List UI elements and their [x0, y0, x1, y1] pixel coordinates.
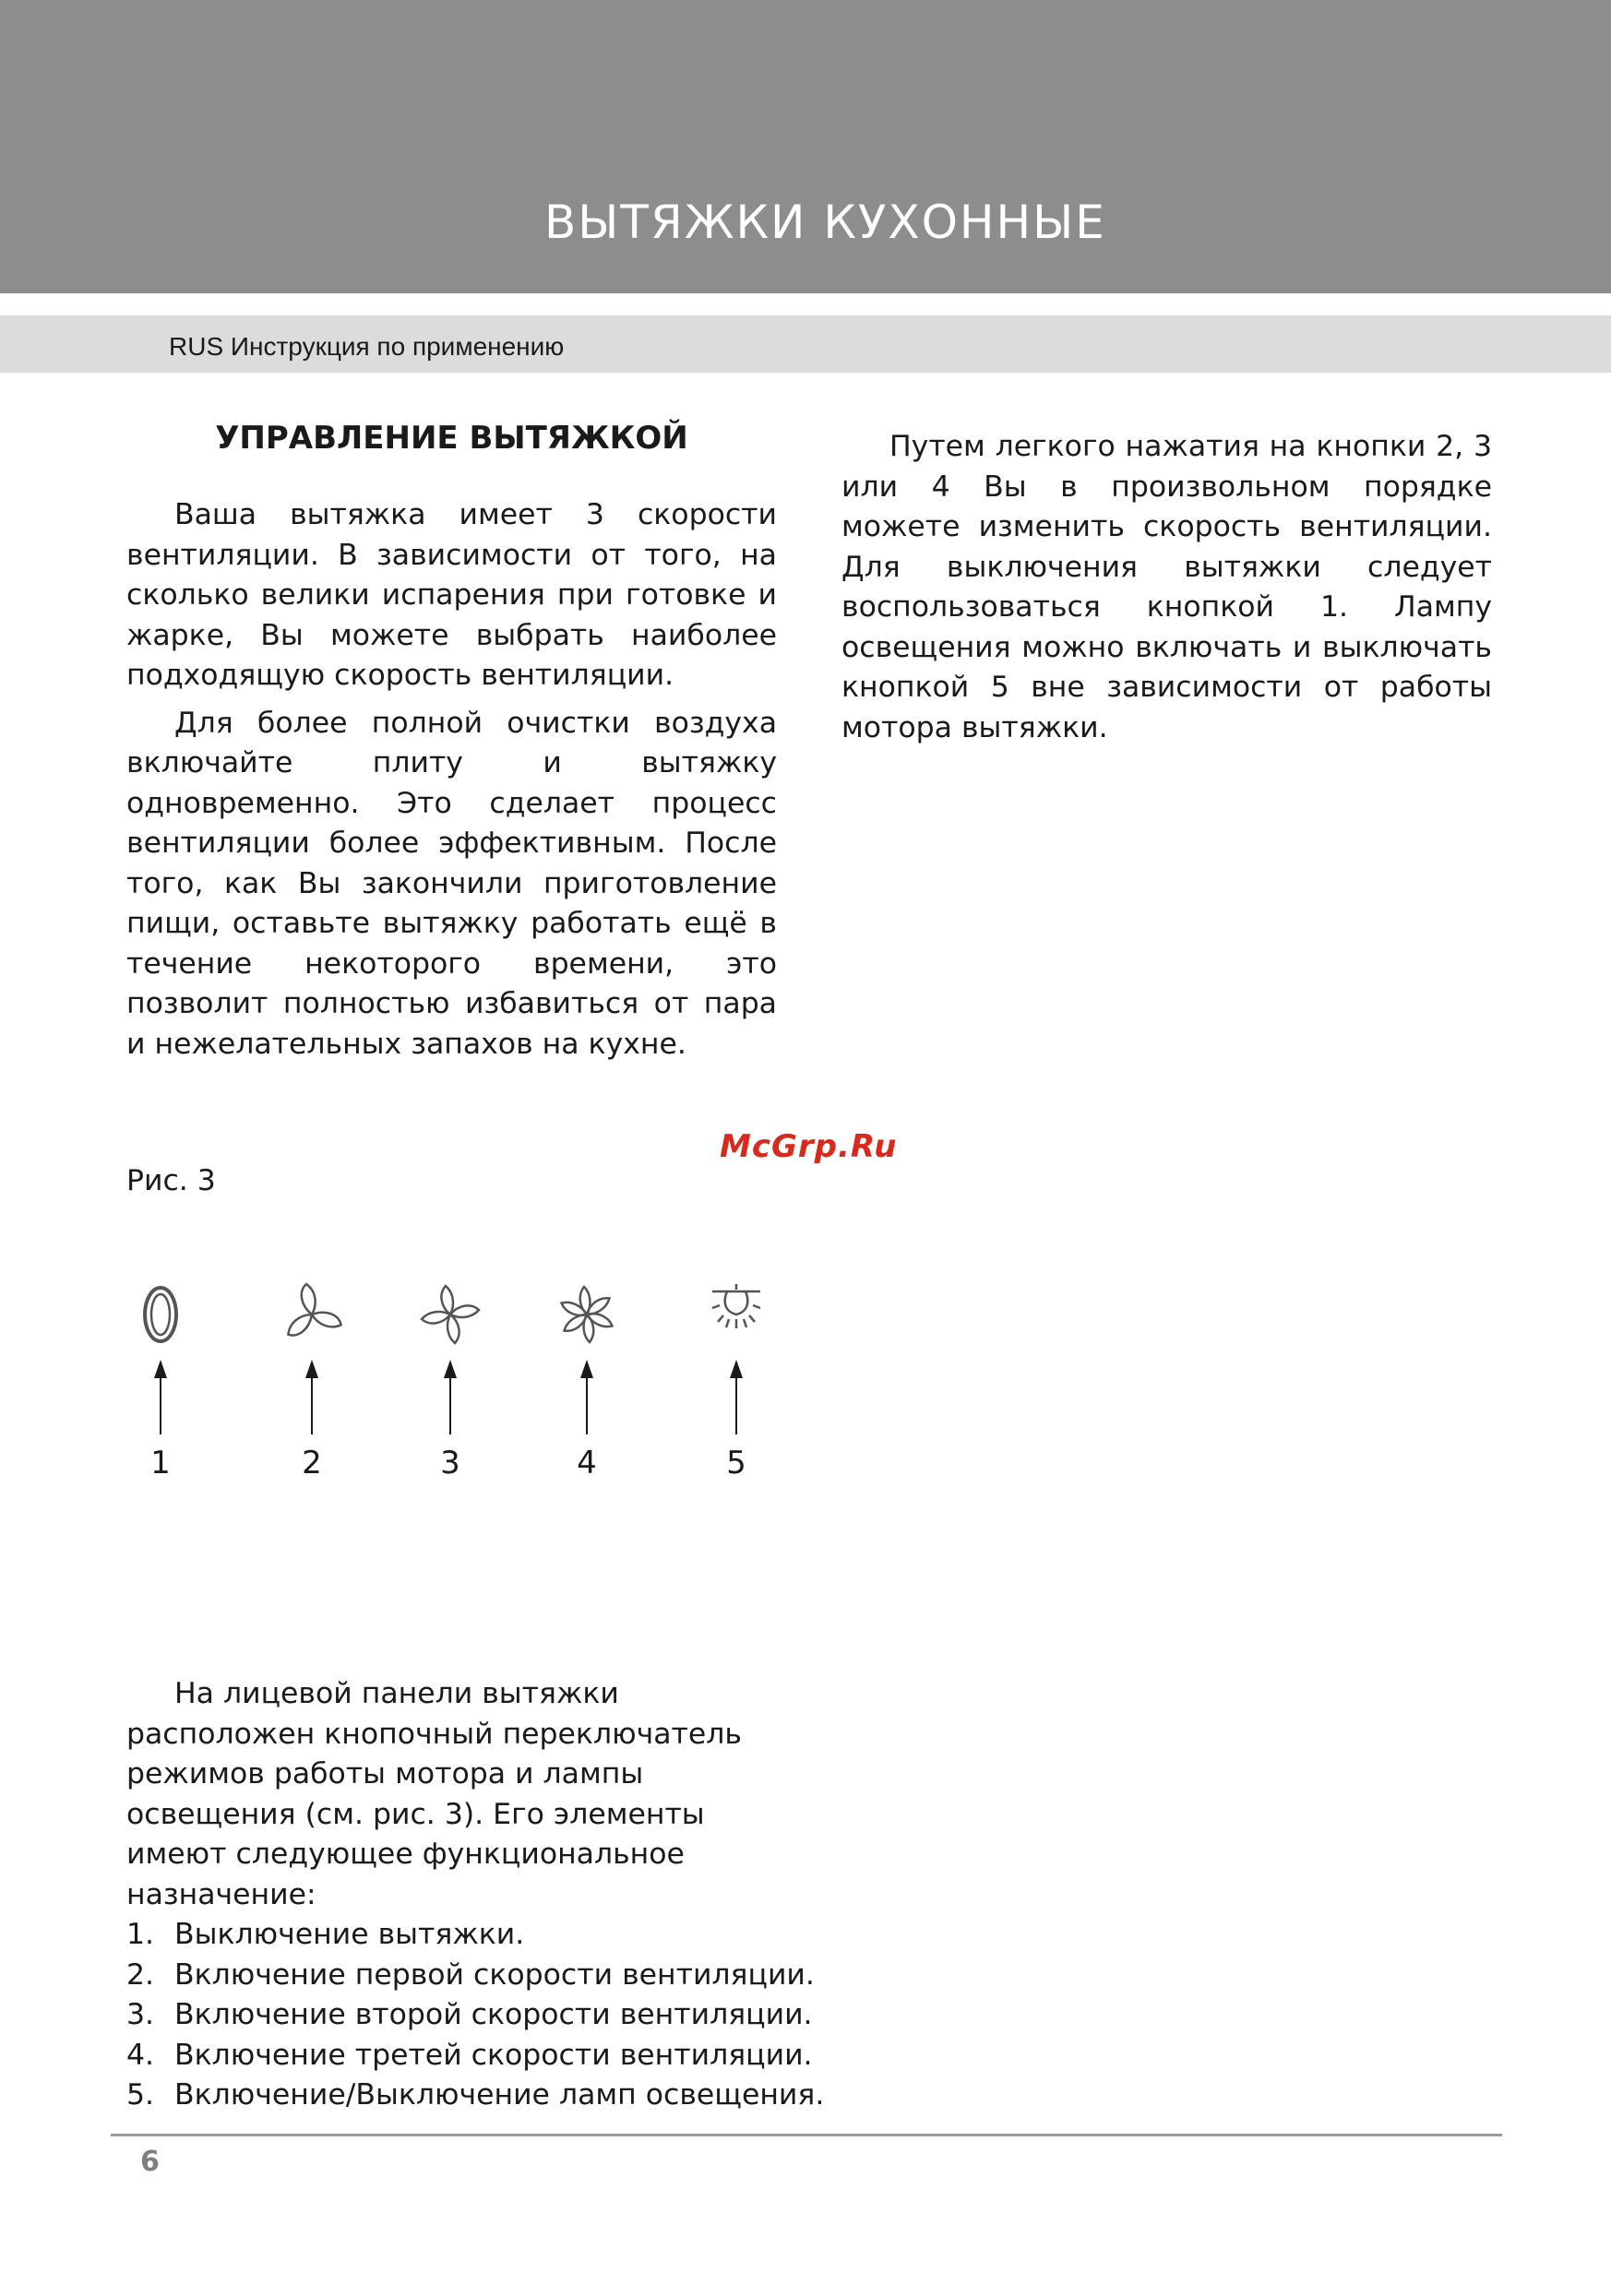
panel-button-4	[543, 1264, 626, 1504]
list-item: 2. Включение первой скорости вентиляции.	[126, 1957, 815, 1992]
paragraph: Для более полной очистки воздуха включайте плиту и вытяжку одновременно. Это сделает процесс вентиляции более эффективным. После того, как Вы закончили приготовление пищи, оставьте вытяжку работать ещё в течение некоторого времени, это позволит полностью избавиться от пара и нежелательных запахов на кухне.	[126, 706, 777, 1061]
list-item: 5. Включение/Выключение ламп освещения.	[126, 2078, 825, 2112]
right-column	[841, 427, 1492, 755]
fan-4-blade-icon	[422, 1286, 479, 1343]
arrow-up-icon	[444, 1360, 457, 1434]
control-panel-diagram	[129, 1264, 794, 1504]
page-number: 6	[140, 2146, 160, 2178]
fan-6-blade-icon	[559, 1287, 614, 1342]
left-column	[126, 420, 777, 1072]
button-number: 2	[302, 1445, 322, 1481]
list-item: 4. Включение третей скорости вентиляции.	[126, 2038, 813, 2072]
header-banner	[0, 0, 1611, 293]
button-number: 3	[440, 1445, 460, 1481]
panel-button-1	[129, 1264, 212, 1504]
arrow-up-icon	[154, 1360, 167, 1434]
paragraph: Ваша вытяжка имеет 3 скорости вентиляции. В зависимости от того, на сколько велики испарения при готовке и жарке, Вы можете выбрать наиболее подходящую скорость вентиляции.	[126, 498, 777, 692]
paragraph: На лицевой панели вытяжки расположен кнопочный переключатель режимов работы мотора и лампы освещения (см. рис. 3). Его элементы имеют следующее функциональное назначение:	[126, 1677, 742, 1911]
off-zero-icon	[145, 1288, 176, 1341]
document-title: ВЫТЯЖКИ КУХОННЫЕ	[544, 196, 1106, 249]
fan-3-blade-icon	[284, 1284, 344, 1338]
paragraph: Путем легкого нажатия на кнопки 2, 3 или 4 Вы в произвольном порядке можете изменить скорость вентиляции. Для выключения вытяжки следует воспользоваться кнопкой 1. Лампу освещения можно включать и выключать кнопкой 5 вне зависимости от работы мотора вытяжки.	[841, 430, 1492, 744]
section-heading: УПРАВЛЕНИЕ ВЫТЯЖКОЙ	[215, 420, 688, 457]
list-item: 3. Включение второй скорости вентиляции.	[126, 1998, 813, 2031]
subheader-text: RUS Инструкция по применению	[169, 332, 565, 361]
panel-button-2	[268, 1264, 351, 1504]
list-item: 1. Выключение вытяжки.	[126, 1918, 525, 1951]
panel-button-3	[406, 1264, 489, 1504]
arrow-up-icon	[305, 1360, 318, 1434]
function-description	[126, 1674, 825, 2116]
panel-button-5	[692, 1264, 775, 1504]
function-list	[126, 1915, 825, 2116]
arrow-up-icon	[730, 1360, 743, 1434]
light-bulb-icon	[712, 1284, 760, 1328]
button-number: 4	[577, 1445, 597, 1481]
arrow-up-icon	[580, 1360, 593, 1434]
footer-divider	[111, 2134, 1502, 2136]
button-number: 1	[150, 1445, 171, 1481]
button-number: 5	[726, 1445, 746, 1481]
watermark: McGrp.Ru	[720, 1128, 898, 1165]
figure-caption: Рис. 3	[126, 1164, 216, 1197]
